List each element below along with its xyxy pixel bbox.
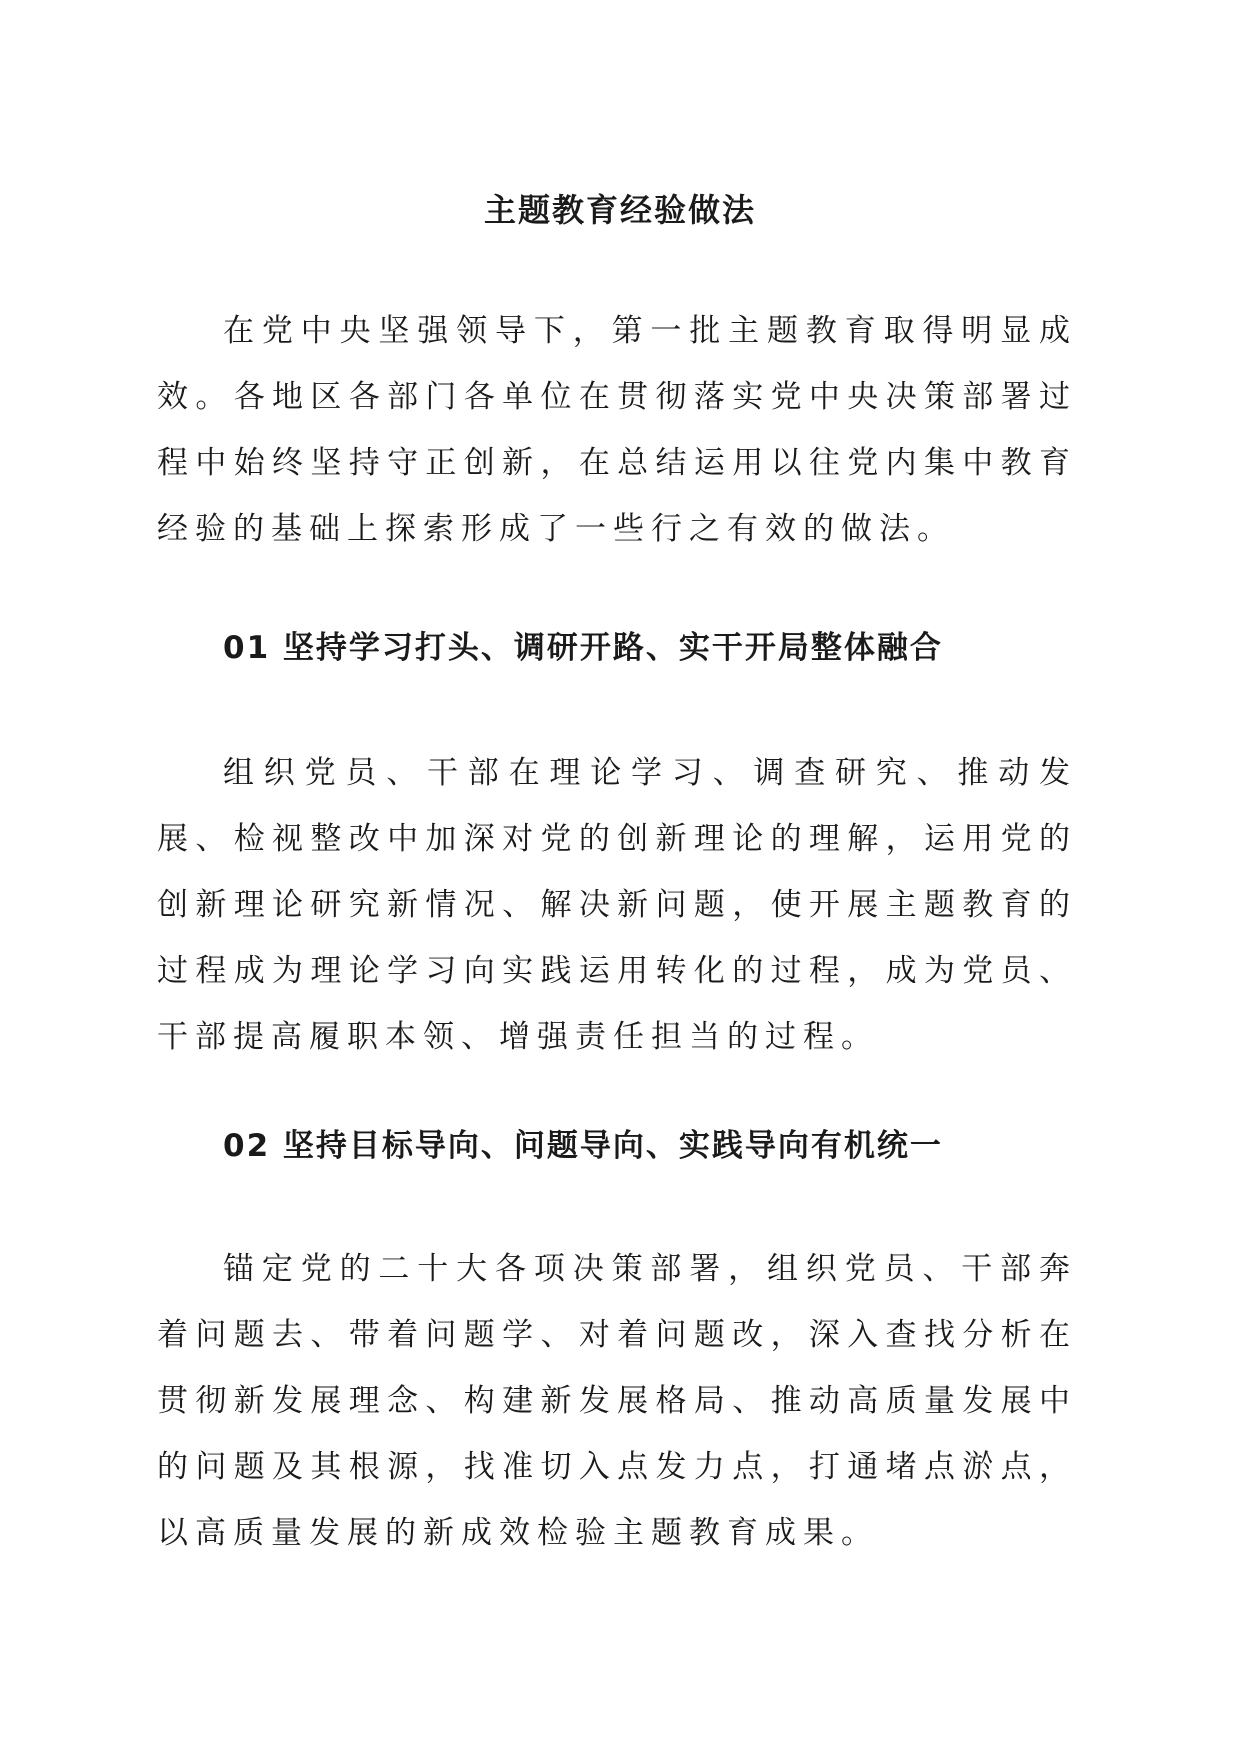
section-body-01: 组织党员、干部在理论学习、调查研究、推动发展、检视整改中加深对党的创新理论的理解，运用党的创新理论研究新情况、解决新问题，使开展主题教育的过程成为理论学习向实践运用转化的过程，成为党员、干部提高履职本领、增强责任担当的过程。 (157, 755, 1077, 1055)
document-title: 主题教育经验做法 (483, 191, 756, 229)
section-heading-02: 02 坚持目标导向、问题导向、实践导向有机统一 (223, 1128, 943, 1164)
section-body-02: 锚定党的二十大各项决策部署，组织党员、干部奔着问题去、带着问题学、对着问题改，深入查找分析在贯彻新发展理念、构建新发展格局、推动高质量发展中的问题及其根源，找准切入点发力点，打通堵点淤点，以高质量发展的新成效检验主题教育成果。 (157, 1251, 1077, 1551)
section-heading-01: 01 坚持学习打头、调研开路、实干开局整体融合 (223, 630, 943, 666)
intro-paragraph: 在党中央坚强领导下，第一批主题教育取得明显成效。各地区各部门各单位在贯彻落实党中央决策部署过程中始终坚持守正创新，在总结运用以往党内集中教育经验的基础上探索形成了一些行之有效的做法。 (157, 313, 1077, 547)
